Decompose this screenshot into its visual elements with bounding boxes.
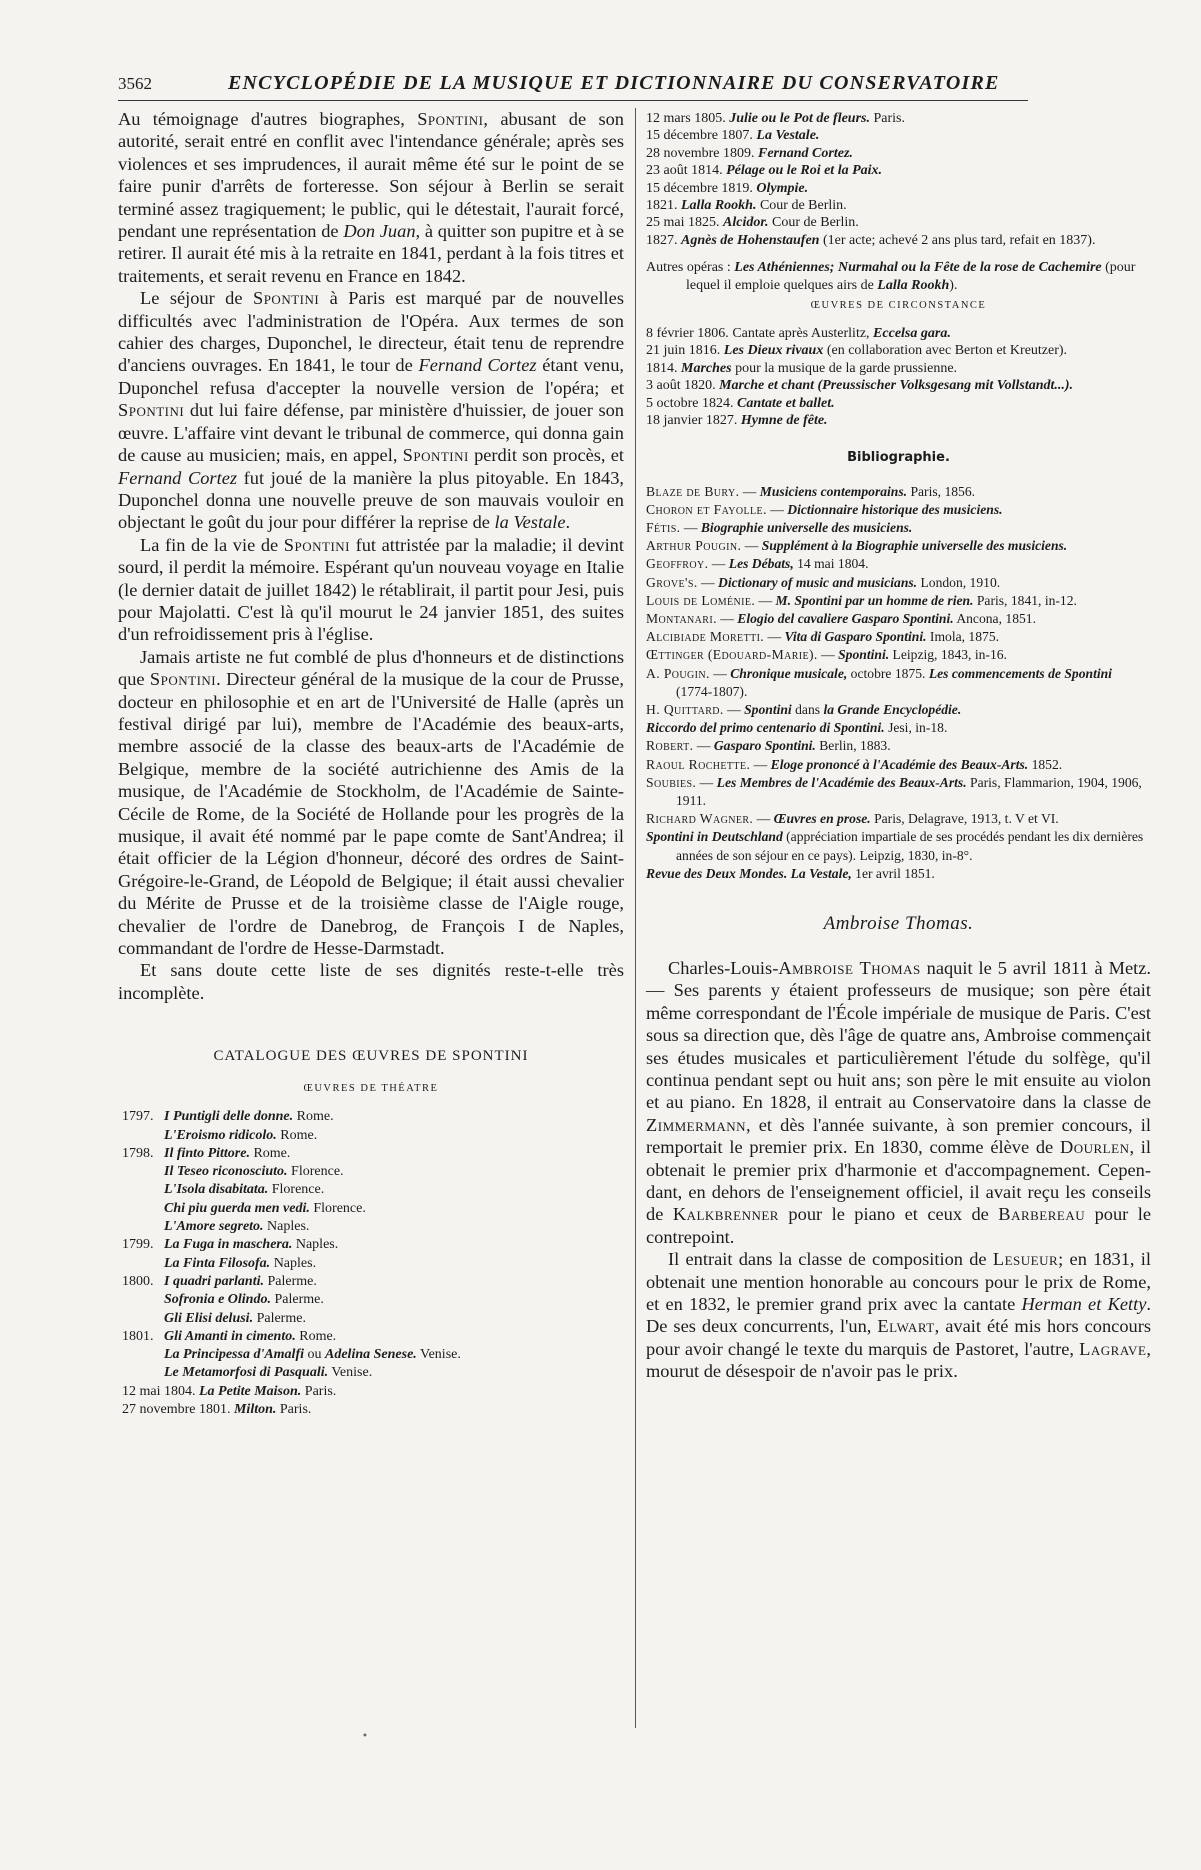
bib-separator: — xyxy=(716,610,738,626)
work-entry xyxy=(646,180,1151,197)
work-entry xyxy=(118,1236,624,1254)
left-column xyxy=(118,108,624,1419)
work-title: La Principessa d'Amalfi xyxy=(164,1347,304,1363)
paragraph xyxy=(646,1248,1151,1382)
work-date: 12 mars 1805. xyxy=(646,111,730,126)
work-year: 1797. xyxy=(122,1109,154,1125)
bibliography-entry xyxy=(646,610,1151,628)
work-title: Le Metamorfosi di Pasquali. xyxy=(164,1365,329,1381)
work-title: La Finta Filosofa. xyxy=(164,1255,271,1271)
text: à Paris est marqué par de nouvelles difficultés avec l'administration de l'Opéra. Aux termes de son cahier des charges, Duponchel, le directeur, était tenu de reprendre d'anciens ouvrages. En 1841, le tour de xyxy=(118,288,624,376)
work-place: Paris. xyxy=(301,1383,337,1399)
bib-details: Ancona, 1851. xyxy=(953,610,1036,626)
bib-author: Richard Wagner. xyxy=(646,811,754,827)
paragraph xyxy=(118,108,624,287)
work-text: pour la musique de la garde prussienne. xyxy=(731,360,958,376)
work-text: Cantate après Austerlitz, xyxy=(732,326,874,342)
work-entry xyxy=(118,1181,624,1199)
bibliography-entry xyxy=(646,737,1151,755)
bib-details: 1852. xyxy=(1028,756,1063,772)
text: ; en 1831, il obtenait une mention honorable au concours pour le prix de Rome, et en 1832, le premier grand prix avec la cantate xyxy=(646,1249,1152,1315)
work-date: 1821. xyxy=(646,198,681,214)
name: Spontini xyxy=(252,288,320,309)
text: . xyxy=(565,512,571,533)
work-place: Naples. xyxy=(292,1237,339,1253)
bib-title: Dictionary of music and musicians. xyxy=(718,574,918,590)
page-number: 3562 xyxy=(118,74,152,93)
bib-separator: — xyxy=(764,629,785,645)
work-title: Il finto Pittore. xyxy=(164,1145,250,1161)
work-entry xyxy=(118,1145,624,1163)
name: Lagrave xyxy=(1079,1338,1147,1359)
work-title: Herman et Ketty xyxy=(1021,1294,1147,1315)
bib-author: H. Quittard. xyxy=(646,701,724,717)
work-place: Venise. xyxy=(416,1347,461,1363)
work-place: Rome. xyxy=(295,1328,337,1344)
text: naquit le 5 avril 1811 à Metz. — Ses parents y étaient professeurs de musique; son père était même correspondant de l'École impériale de musique de Paris. C'est sous sa direction que, dès l'âge de quatre ans, Ambroise commençait ses études musicales et particulièrement l'étude du solfège, qu'il continua pendant sept ou huit ans; son père le mit ensuite au violon et au piano. En 1828, il entrait au Conservatoire dans la classe de xyxy=(646,957,1151,1113)
work-title: Alcidor. xyxy=(723,215,769,231)
bibliography-entry xyxy=(646,701,1151,719)
work-title: Les Dieux rivaux xyxy=(723,343,824,359)
bib-separator: — xyxy=(709,665,731,681)
ornament-mark: • xyxy=(362,1731,368,1742)
bib-details: Leipzig, 1843, in-16. xyxy=(889,647,1007,663)
bib-details: Jesi, in-18. xyxy=(884,720,948,736)
work-place: Cour de Berlin. xyxy=(756,198,847,214)
work-title: Eccelsa gara. xyxy=(873,326,951,342)
work-title: L'Amore segreto. xyxy=(164,1219,264,1235)
bib-title: Eloge prononcé à l'Académie des Beaux-Arts. xyxy=(770,756,1029,772)
bib-title: Spontini xyxy=(744,701,792,717)
bib-title: Supplément à la Biographie universelle des musiciens. xyxy=(761,538,1068,554)
work-year: 1801. xyxy=(122,1328,154,1344)
text: Autres opéras : xyxy=(646,260,735,276)
work-entry xyxy=(118,1401,624,1419)
bibliography-entry xyxy=(646,810,1151,828)
circumstance-entry xyxy=(646,342,1151,359)
text: (pour lequel il emploie quelques airs de xyxy=(686,260,1136,293)
text: Il entrait dans la classe de composition de xyxy=(668,1249,993,1270)
bib-author: Louis de Loménie. xyxy=(646,592,756,608)
bib-separator: — xyxy=(750,756,771,772)
text: ). xyxy=(949,277,958,293)
name: Ambroise Thomas xyxy=(778,957,921,978)
work-date: 12 mai 1804. xyxy=(122,1383,196,1399)
bib-title: Elogio del cavaliere Gasparo Spontini. xyxy=(737,610,954,626)
work-date: 23 août 1814. xyxy=(646,163,727,179)
work-date: 8 février 1806. xyxy=(646,326,733,342)
bibliography-entry xyxy=(646,628,1151,646)
text: Le séjour de xyxy=(140,288,253,309)
work-place: Rome. xyxy=(293,1109,334,1125)
paragraph xyxy=(118,534,624,646)
bib-title: M. Spontini par un homme de rien. xyxy=(775,592,974,608)
bib-separator: — xyxy=(755,592,776,608)
work-title: Fernand Cortez xyxy=(418,355,537,376)
bib-title: la Grande Encyclopédie. xyxy=(823,701,962,717)
bib-details: Paris, Delagrave, 1913, t. V et VI. xyxy=(870,811,1059,827)
bib-author: Fétis. xyxy=(646,519,681,535)
work-year: 1798. xyxy=(122,1145,154,1161)
text: à quitter son pupitre et à se retirer. Il aurait été mis à la retraite en 1841, perdant à la fois titres et traitements, et serait revenu en France en 1842. xyxy=(118,221,625,286)
work-place: Rome. xyxy=(276,1127,318,1143)
bib-details: Paris, Flammarion, 1904, 1906, 1911. xyxy=(676,774,1142,808)
work-place: ou xyxy=(304,1347,325,1363)
work-title: Lalla Rookh. xyxy=(681,198,757,214)
paragraph xyxy=(646,957,1151,1248)
bib-separator: — xyxy=(766,501,788,517)
work-title: Lalla Rookh xyxy=(877,277,950,293)
bib-author: Grove's. xyxy=(646,574,698,590)
work-date: 15 décembre 1819. xyxy=(646,180,757,196)
work-place: Naples. xyxy=(263,1219,310,1235)
text: Au témoignage d'autres biographes, xyxy=(118,109,418,129)
text: Charles-Louis- xyxy=(668,957,779,978)
work-date: 1827. xyxy=(646,232,681,248)
work-title: Les Athéniennes; Nurmahal ou la Fête de la rose de Cachemire xyxy=(734,260,1102,276)
circumstance-entry xyxy=(646,360,1151,377)
bib-details: (appréciation impartiale de ses procédés pendant les dix dernières années de son séjour en ce pays). Leipzig, 1830, in-8°. xyxy=(676,829,1144,863)
bib-title: Biographie universelle des musiciens. xyxy=(700,519,913,535)
work-title: Hymne de fête. xyxy=(740,413,828,429)
work-date: 27 novembre 1801. xyxy=(122,1402,231,1417)
bib-details: (1774-1807). xyxy=(676,683,748,699)
name: Lesueur xyxy=(992,1249,1059,1270)
bib-title: Dictionnaire historique des musiciens. xyxy=(787,501,1003,517)
bibliography-entry xyxy=(646,592,1151,610)
bib-title: Les Membres de l'Académie des Beaux-Arts. xyxy=(716,774,967,790)
bib-details: 1er avril 1851. xyxy=(851,865,935,881)
work-title: Cantate et ballet. xyxy=(736,395,835,411)
bibliography-entry xyxy=(646,501,1151,519)
work-title: Agnès de Hohenstaufen xyxy=(681,232,820,248)
bibliography-entry xyxy=(646,646,1151,664)
bib-title: Les Débats, xyxy=(728,556,794,572)
other-operas xyxy=(646,259,1151,294)
name: Spontini xyxy=(402,445,469,466)
work-entry xyxy=(118,1328,624,1346)
work-place: Venise. xyxy=(328,1365,373,1381)
bib-author: Montanari. xyxy=(646,610,717,626)
work-title: Gli Elisi delusi. xyxy=(164,1310,254,1326)
work-title: Adelina Senese. xyxy=(325,1347,417,1363)
work-place: Florence. xyxy=(287,1164,344,1180)
work-place: (1er acte; achevé 2 ans plus tard, refait en 1837). xyxy=(819,232,1096,248)
work-place: Paris. xyxy=(870,111,905,126)
text: dut lui faire défense, par ministère d'huissier, de jouer son œuvre. L'affaire vint devant le tribunal de commerce, qui donna gain de cause au musicien; mais, en appel, xyxy=(118,400,624,466)
text: fut joué de la manière la plus pitoyable. En 1843, Duponchel donna une nouvelle preuve de son mauvais vouloir en objectant le goût du jour pour différer la reprise de xyxy=(118,467,624,533)
bib-separator: — xyxy=(680,519,701,535)
work-date: 21 juin 1816. xyxy=(646,343,724,359)
work-place: Naples. xyxy=(270,1255,317,1271)
text: La fin de la vie de xyxy=(140,534,284,555)
catalogue-heading: CATALOGUE DES ŒUVRES DE SPONTINI xyxy=(213,1048,529,1065)
bibliography-entry xyxy=(646,756,1151,774)
text: pour le piano et ceux de xyxy=(778,1204,999,1225)
bibliography-entry xyxy=(646,865,1151,883)
work-place: Palerme. xyxy=(253,1310,306,1326)
work-title: L'Isola disabitata. xyxy=(164,1182,269,1198)
work-date: 25 mai 1825. xyxy=(646,215,723,231)
work-place: Florence. xyxy=(268,1182,325,1198)
bib-separator: — xyxy=(708,556,729,572)
bib-title: Riccordo del primo centenario di Spontini. xyxy=(646,720,885,736)
bib-author: Arthur Pougin. xyxy=(646,538,742,554)
circumstance-entry xyxy=(646,377,1151,394)
text: perdit son procès, et xyxy=(468,445,624,466)
name: Elwart xyxy=(877,1316,935,1337)
work-title: La Petite Maison. xyxy=(199,1383,302,1399)
work-date: 5 octobre 1824. xyxy=(646,395,737,411)
bib-separator: — xyxy=(723,701,745,717)
bib-author: Geoffroy. xyxy=(646,556,709,572)
work-entry xyxy=(646,162,1151,179)
work-title: Olympie. xyxy=(756,180,809,196)
bib-title: Chronique musicale, xyxy=(730,665,848,681)
work-title: Don Juan, xyxy=(343,221,421,242)
name: Barbereau xyxy=(998,1204,1086,1225)
bib-separator: — xyxy=(693,738,714,754)
work-entry xyxy=(118,1200,624,1218)
work-title: Fernand Cortez. xyxy=(757,145,853,161)
bib-title: Musiciens contemporains. xyxy=(759,483,908,499)
work-entry xyxy=(646,197,1151,214)
bib-author: A. Pougin. xyxy=(646,665,710,681)
work-date: 18 janvier 1827. xyxy=(646,413,741,429)
text: , avait été mis hors concours pour avoir changé le texte du marquis de Pastoret, l'autre, xyxy=(646,1316,1151,1359)
right-column xyxy=(646,108,1151,1383)
text: Jamais artiste ne fut comblé de plus d'honneurs et de distinctions que xyxy=(118,646,624,690)
work-place: Cour de Berlin. xyxy=(768,215,859,231)
paragraph xyxy=(118,646,624,960)
text: étant venu, Duponchel refusa d'accepter la nouvelle version de l'opéra; et xyxy=(118,355,625,398)
bib-details: Paris, 1841, in-12. xyxy=(973,592,1077,608)
work-date: 3 août 1820. xyxy=(646,378,720,394)
bibliography-entry xyxy=(646,483,1151,501)
bib-details: London, 1910. xyxy=(917,574,1001,590)
work-title: Il Teseo riconosciuto. xyxy=(164,1164,288,1180)
name: Zimmermann xyxy=(646,1114,747,1135)
text: , il obtenait le premier prix d'harmonie et d'accompagnement. Cependant, en dehors de l'enseignement officiel, il avait reçu les conseils de xyxy=(646,1137,1152,1225)
work-title: Marche et chant (Preussischer Volksgesang mit Vollstandt...). xyxy=(719,378,1074,394)
bib-title: Spontini. xyxy=(838,647,890,663)
name: Kalkbrenner xyxy=(672,1204,779,1225)
bibliography-entry xyxy=(646,574,1151,592)
work-title: Pélage ou le Roi et la Paix. xyxy=(726,163,883,179)
work-entry xyxy=(646,127,1151,144)
bib-title: Revue des Deux Mondes. La Vestale, xyxy=(646,865,852,881)
name: Spontini xyxy=(118,400,185,421)
bib-separator: — xyxy=(697,574,719,590)
work-title: La Vestale. xyxy=(756,128,820,144)
bib-separator: — xyxy=(817,647,839,663)
bib-title: Œuvres en prose. xyxy=(773,811,871,827)
paragraph: Et sans doute cette liste de ses dignités reste-t-elle très incomplète. xyxy=(118,960,624,1003)
work-entry xyxy=(646,232,1151,249)
bib-details: Paris, 1856. xyxy=(907,483,976,499)
work-date: 15 décembre 1807. xyxy=(646,128,757,144)
work-entry xyxy=(118,1273,624,1291)
bib-details: 14 mai 1804. xyxy=(793,556,869,572)
bib-details: octobre 1875. xyxy=(847,665,929,681)
running-header xyxy=(118,70,1028,101)
work-place: Palerme. xyxy=(263,1273,317,1289)
work-entry xyxy=(646,214,1151,231)
text: , et dès l'année suivante, à son premier concours, il remportait le premier prix. En 1830, comme élève de xyxy=(646,1114,1151,1158)
work-title: Gli Amanti in cimento. xyxy=(164,1328,296,1344)
name: Spontini xyxy=(283,534,351,555)
bib-title: Les commencements de Spontini xyxy=(928,665,1112,681)
bibliography-entry xyxy=(646,719,1151,737)
bib-separator: — xyxy=(696,774,717,790)
bibliography-entry xyxy=(646,828,1151,864)
circumstance-entry xyxy=(646,395,1151,412)
work-text: (en collaboration avec Berton et Kreutzer). xyxy=(823,343,1068,359)
work-date: 28 novembre 1809. xyxy=(646,145,758,161)
running-title: ENCYCLOPÉDIE DE LA MUSIQUE ET DICTIONNAIRE DU CONSERVATOIRE xyxy=(228,72,1000,94)
work-entry xyxy=(118,1383,624,1401)
work-entry xyxy=(118,1346,624,1364)
work-entry xyxy=(118,1364,624,1382)
circumstance-entry xyxy=(646,412,1151,429)
works-list xyxy=(118,1108,624,1419)
work-place: Paris. xyxy=(276,1402,312,1417)
bib-author: Raoul Rochette. xyxy=(646,756,751,772)
circumstance-entry xyxy=(646,325,1151,342)
work-place: Florence. xyxy=(309,1200,366,1216)
work-entry xyxy=(118,1127,624,1145)
text: fut attristée par la maladie; il devint sourd, il perdit la mémoire. Espérant qu'un nouveau voyage en Italie (le dernier datait de juillet 1842) le rétablirait, il partit pour Jesi, puis pour Majolatti. C'est là qu'il mourut le 24 janvier 1851, des suites d'un refroidissement pris à l'église. xyxy=(118,534,624,645)
bibliography-entry xyxy=(646,665,1151,701)
work-title: Sofronia e Olindo. xyxy=(164,1292,271,1308)
text: . De ses deux concurrents, l'un, xyxy=(646,1294,1151,1337)
work-entry xyxy=(118,1291,624,1309)
bib-author: Alcibiade Moretti. xyxy=(646,629,765,645)
circumstance-list xyxy=(646,325,1151,429)
bibliography-heading: Bibliographie. xyxy=(847,449,950,465)
bib-title: Vita di Gasparo Spontini. xyxy=(784,629,927,645)
circumstance-heading: ŒUVRES DE CIRCONSTANCE xyxy=(810,300,987,312)
work-entry xyxy=(118,1218,624,1236)
column-rule xyxy=(635,108,636,1728)
work-entry xyxy=(646,145,1151,162)
works-list-continued xyxy=(646,110,1151,249)
name: Spontini xyxy=(149,669,217,690)
work-title: L'Eroismo ridicolo. xyxy=(164,1127,277,1143)
bibliography-entry xyxy=(646,774,1151,810)
section-heading: Ambroise Thomas. xyxy=(823,912,974,934)
name: Spontini xyxy=(417,109,484,129)
bib-title: Gasparo Spontini. xyxy=(713,738,816,754)
bib-author: Robert. xyxy=(646,738,694,754)
bib-author: Blaze de Bury. xyxy=(646,483,740,499)
bib-author: Choron et Fayolle. xyxy=(646,501,767,517)
bibliography-entry xyxy=(646,555,1151,573)
paragraph xyxy=(118,287,624,533)
theatre-heading: ŒUVRES DE THÉATRE xyxy=(303,1083,439,1095)
work-title: I quadri parlanti. xyxy=(164,1273,264,1289)
bibliography-entry xyxy=(646,537,1151,555)
work-title: Marches xyxy=(681,360,732,376)
work-year: 1799. xyxy=(122,1237,154,1253)
text: , abusant de son autorité, serait entré en conflit avec l'intendance générale; après ses violences et ses imprudences, il aurait même été sur le point de se faire punir d'arrêts de forteresse. Son séjour à Berlin se serait terminé assez tragiquement; le public, qui le détestait, l'aurait forcé, pendant une représentation de xyxy=(118,109,624,242)
work-entry xyxy=(118,1255,624,1273)
work-title: I Puntigli delle donne. xyxy=(164,1109,294,1125)
work-place: Palerme. xyxy=(270,1292,324,1308)
bibliography-entry xyxy=(646,519,1151,537)
work-title: La Fuga in maschera. xyxy=(164,1237,293,1253)
work-entry xyxy=(646,110,1151,127)
work-title: Chi piu guerda men vedi. xyxy=(164,1200,310,1216)
work-place: Rome. xyxy=(249,1145,291,1161)
work-title: Fernand Cortez xyxy=(118,467,238,488)
work-date: 1814. xyxy=(646,360,681,376)
bib-details: Berlin, 1883. xyxy=(815,738,891,754)
work-entry xyxy=(118,1108,624,1126)
text: , mourut de désespoir de n'avoir pas le prix. xyxy=(646,1338,1151,1382)
work-title: Milton. xyxy=(233,1402,277,1417)
bibliography-list xyxy=(646,483,1151,883)
text: pour le contrepoint. xyxy=(646,1204,1151,1247)
work-entry xyxy=(118,1163,624,1181)
bib-separator: — xyxy=(739,483,760,499)
bib-author: Œttinger (Edouard-Marie). xyxy=(646,647,818,663)
bib-author: Soubies. xyxy=(646,774,697,790)
bib-details: Imola, 1875. xyxy=(926,629,1000,645)
bib-title: Spontini in Deutschland xyxy=(646,829,783,845)
work-year: 1800. xyxy=(122,1273,154,1289)
work-title: la Vestale xyxy=(494,512,566,533)
text: . Directeur général de la musique de la cour de Prusse, docteur en philosophie et en art de l'Université de Halle (après un festival dirigé par lui), membre de l'Académie des beaux-arts, membre associé de la classe des beaux-arts de l'Académie de Belgique, membre de la société autrichienne des Amis de la musique, de l'Académie de Stockholm, de l'Académie de Sainte-Cécile de Rome, de la Société de Hollande pour les progrès de la musique, il avait été nommé par le pape comte de Sant'Andrea; il était officier de la Légion d'honneur, décoré des ordres de Saint-Grégoire-le-Grand, de Léopold de Belgique; il était aussi chevalier du Mérite de Prusse et de la troisième classe de l'Aigle rouge, chevalier de l'ordre de Danebrog, de François I de Naples, commandant de l'ordre de Hesse-Darmstadt. xyxy=(118,669,624,959)
work-title: Julie ou le Pot de fleurs. xyxy=(729,111,870,126)
work-entry xyxy=(118,1310,624,1328)
bib-details: dans xyxy=(791,701,824,717)
bib-separator: — xyxy=(753,811,774,827)
bib-separator: — xyxy=(741,538,762,554)
name: Dourlen xyxy=(1059,1137,1130,1158)
